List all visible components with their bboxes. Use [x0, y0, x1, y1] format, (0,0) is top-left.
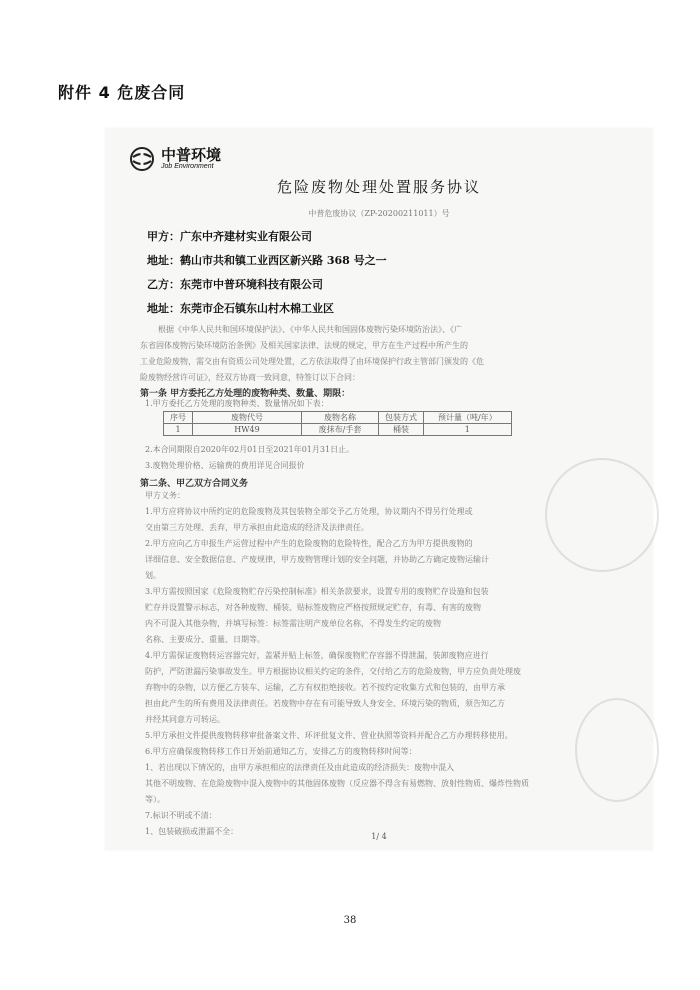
- body-line: 3.甲方需按照国家《危险废物贮存污染控制标准》相关条款要求，设置专用的废物贮存设施和包装: [145, 587, 489, 596]
- body-line: 并经其同意方可转运。: [145, 715, 225, 724]
- waste-table: [163, 411, 512, 436]
- body-line: 名称、主要成分、重量、日期等。: [145, 635, 265, 644]
- body-line: 1、包装破损或泄漏不全：: [145, 827, 239, 836]
- body-line: 1.甲方应将协议中所约定的危险废物及其包装物全部交予乙方处理，协议期内不得另行处理或: [145, 507, 473, 516]
- party-a-name: 甲方：广东中齐建材实业有限公司: [147, 230, 312, 243]
- article-1-item-2: 2.本合同期限自2020年02月01日至2021年01月31日止。: [145, 445, 355, 454]
- preamble-line: 工业危险废物，需交由有资质公司处理处置，乙方依法取得了由环境保护行政主管部门颁发的《危: [140, 357, 484, 366]
- body-line: 6.甲方应确保废物转移工作日开始前通知乙方，安排乙方的废物转移时间等：: [145, 747, 417, 756]
- waste-table-cell: 废抹布/手套: [302, 424, 379, 436]
- party-b-address: 地址：东莞市企石镇东山村木棉工业区: [147, 302, 334, 315]
- zhongpu-logo-icon: [127, 146, 157, 172]
- body-line: 2.甲方应向乙方申报生产运营过程中产生的危险废物的危险特性，配合乙方为甲方提供废物的: [145, 539, 473, 548]
- body-line: 其他不明废物、在危险废物中混入废物中的其他固体废物（反应器不得含有易燃物、放射性物质、爆炸性物质: [145, 779, 529, 788]
- body-line: 贮存并设置警示标志，对各种废物、桶装、贴标签废物应严格按照规定贮存，有毒、有害的废物: [145, 603, 481, 612]
- seal-stamp-faint: [575, 698, 659, 802]
- article-1-item-3: 3.废物处理价格、运输费的费用详见合同报价: [145, 461, 305, 470]
- body-line: 等）。: [145, 795, 165, 804]
- page-number: 38: [343, 915, 357, 926]
- scanned-contract-page: [105, 128, 653, 850]
- party-a-address: 地址：鹤山市共和镇工业西区新兴路 368 号之一: [147, 254, 387, 267]
- body-line: 弃物中的杂物，以方便乙方装车、运输，乙方有权拒绝接收。若不按约定收集方式和包装的，由甲方承: [145, 683, 505, 692]
- preamble-line: 险废物经营许可证》，经双方协商一致同意，特签订以下合同：: [140, 373, 360, 382]
- body-line: 防护，严防泄漏污染事故发生。甲方根据协议相关约定的条件，交付给乙方的危险废物，甲方应负责处理废: [145, 667, 521, 676]
- waste-table-header: 预计量（吨/年）: [424, 412, 512, 424]
- waste-table-cell: HW49: [193, 424, 302, 436]
- inner-page-number: 1/ 4: [371, 832, 387, 841]
- body-line: 内不可混入其他杂物，并填写标签：标签需注明产废单位名称，不得发生约定的废物: [145, 619, 441, 628]
- body-line: 详细信息、安全数据信息、产废规律，甲方废物管理计划的安全问题，并协助乙方确定废物运输计: [145, 555, 489, 564]
- preamble-line: 东省固体废物污染环境防治条例》及相关国家法律、法规的规定，甲方在生产过程中所产生的: [140, 341, 468, 350]
- article-1-item-1: 1.甲方委托乙方处理的废物种类、数量情况如下表：: [145, 399, 329, 408]
- article-2-sub: 甲方义务：: [145, 491, 185, 500]
- company-logo: [127, 146, 221, 172]
- body-line: 4.甲方需保证废物转运容器完好，盖紧并贴上标签，确保废物贮存容器不得泄漏，装卸废物应进行: [145, 651, 489, 660]
- preamble-line: 根据《中华人民共和国环境保护法》、《中华人民共和国固体废物污染环境防治法》、《广: [158, 325, 462, 334]
- waste-table-header: 序号: [164, 412, 193, 424]
- preamble-paragraph: [140, 322, 610, 386]
- document-title: 危险废物处理处置服务协议: [276, 178, 481, 196]
- article-2-heading: 第二条、甲乙双方合同义务: [140, 479, 249, 489]
- body-line: 担由此产生的所有费用及法律责任。若废物中存在有可能导致人身安全、环境污染的物质，须告知乙方: [145, 699, 505, 708]
- table-row: [164, 424, 512, 436]
- appendix-title: 附件 4 危废合同: [58, 83, 186, 102]
- article-1-heading: 第一条 甲方委托乙方处理的废物种类、数量、期限：: [140, 389, 351, 399]
- waste-table-header-row: [164, 412, 512, 424]
- article-2-body: [145, 504, 610, 840]
- logo-english-name: Job Environment: [161, 163, 214, 170]
- contract-number: 中普危废协议（ZP-20200211011）号: [308, 209, 450, 218]
- waste-table-cell: 1: [424, 424, 512, 436]
- body-line: 1、若出现以下情况的，由甲方承担相应的法律责任及由此造成的经济损失：废物中混入: [145, 763, 455, 772]
- waste-table-header: 废物代号: [193, 412, 302, 424]
- body-line: 划。: [145, 571, 161, 580]
- party-b-name: 乙方：东莞市中普环境科技有限公司: [147, 278, 323, 291]
- body-line: 7.标识不明或不清：: [145, 811, 217, 820]
- waste-table-cell: 1: [164, 424, 193, 436]
- seal-stamp-faint: [545, 458, 659, 572]
- body-line: 5.甲方承担文件提供废物转移审批备案文件、环评批复文件、营业执照等资料并配合乙方办理转移使用。: [145, 731, 513, 740]
- waste-table-header: 废物名称: [302, 412, 379, 424]
- logo-chinese-name: 中普环境: [161, 146, 222, 164]
- waste-table-cell: 桶装: [379, 424, 424, 436]
- waste-table-header: 包装方式: [379, 412, 424, 424]
- body-line: 交由第三方处理、丢弃，甲方承担由此造成的经济及法律责任。: [145, 523, 369, 532]
